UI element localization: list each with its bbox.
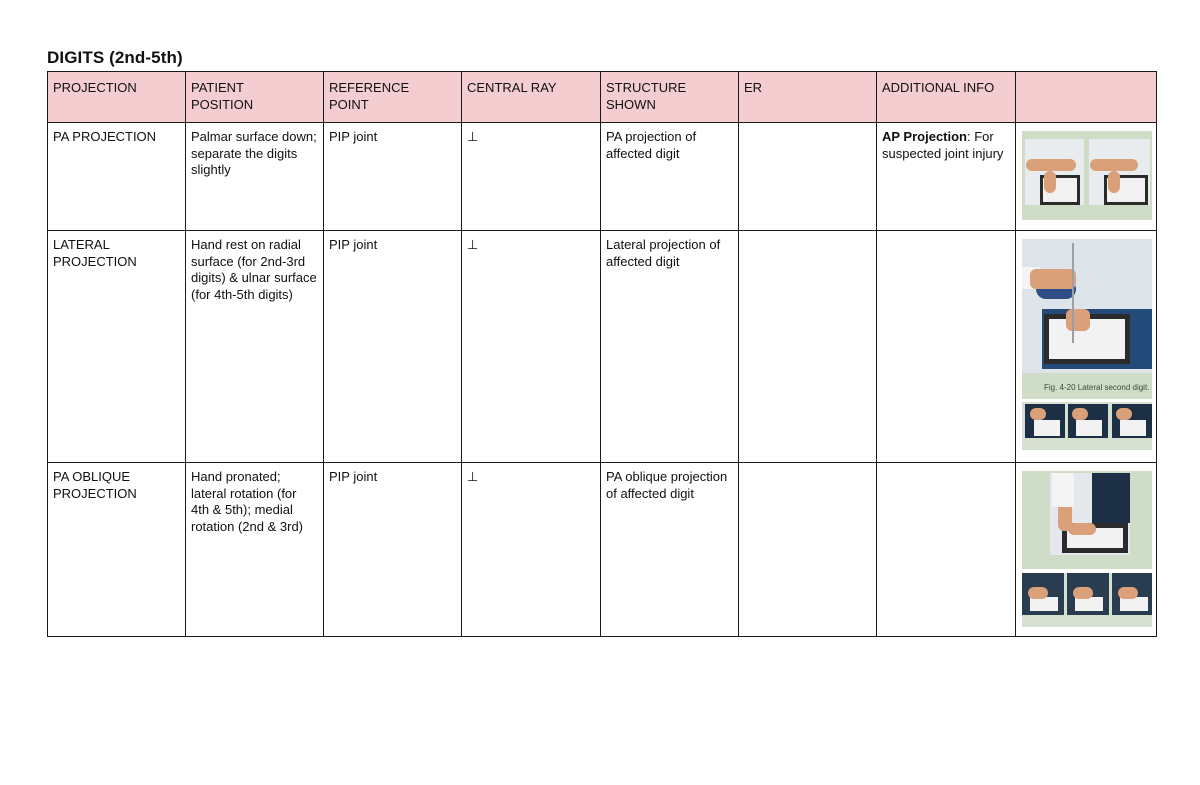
pa-oblique-photo	[1022, 471, 1152, 569]
cell-structure-shown: PA projection of affected digit	[601, 123, 739, 231]
cell-structure-shown: Lateral projection of affected digit	[601, 231, 739, 463]
lateral-projection-thumbnails	[1022, 402, 1152, 450]
cell-central-ray: ⊥	[462, 123, 601, 231]
additional-info-bold: AP Projection	[882, 129, 968, 144]
header-image	[1016, 72, 1157, 123]
pa-oblique-thumbnails	[1022, 573, 1152, 627]
cell-image	[1016, 463, 1157, 637]
cell-image	[1016, 231, 1157, 463]
cell-reference-point: PIP joint	[324, 231, 462, 463]
cell-additional-info	[877, 231, 1016, 463]
cell-er	[739, 231, 877, 463]
table-row	[48, 123, 1157, 231]
cell-patient-position: Hand rest on radial surface (for 2nd-3rd digits) & ulnar surface (for 4th-5th digits)	[186, 231, 324, 463]
cell-patient-position: Hand pronated; lateral rotation (for 4th & 5th); medial rotation (2nd & 3rd)	[186, 463, 324, 637]
cell-reference-point: PIP joint	[324, 123, 462, 231]
cell-er	[739, 463, 877, 637]
header-central-ray: CENTRAL RAY	[462, 72, 601, 123]
cell-central-ray: ⊥	[462, 231, 601, 463]
header-patient-position: PATIENT POSITION	[186, 72, 324, 123]
cell-projection: PA OBLIQUE PROJECTION	[48, 463, 186, 637]
lateral-figure-caption: Fig. 4-20 Lateral second digit.	[1044, 383, 1150, 392]
cell-additional-info	[877, 123, 1016, 231]
table-row	[48, 463, 1157, 637]
table-row	[48, 231, 1157, 463]
header-reference-point: REFERENCE POINT	[324, 72, 462, 123]
cell-additional-info	[877, 463, 1016, 637]
cell-central-ray: ⊥	[462, 463, 601, 637]
lateral-projection-photo	[1022, 239, 1152, 399]
header-er: ER	[739, 72, 877, 123]
header-projection: PROJECTION	[48, 72, 186, 123]
header-additional-info: ADDITIONAL INFO	[877, 72, 1016, 123]
cell-projection: LATERAL PROJECTION	[48, 231, 186, 463]
page-title: DIGITS (2nd-5th)	[47, 48, 183, 67]
cell-projection: PA PROJECTION	[48, 123, 186, 231]
cell-structure-shown: PA oblique projection of affected digit	[601, 463, 739, 637]
digits-positioning-table	[47, 71, 1157, 637]
additional-info-text: : For suspected joint injury	[882, 129, 1004, 161]
cell-image	[1016, 123, 1157, 231]
cell-reference-point: PIP joint	[324, 463, 462, 637]
pa-projection-photo	[1022, 131, 1152, 220]
cell-er	[739, 123, 877, 231]
header-row	[48, 72, 1157, 123]
cell-patient-position: Palmar surface down; separate the digits slightly	[186, 123, 324, 231]
header-structure-shown: STRUCTURE SHOWN	[601, 72, 739, 123]
